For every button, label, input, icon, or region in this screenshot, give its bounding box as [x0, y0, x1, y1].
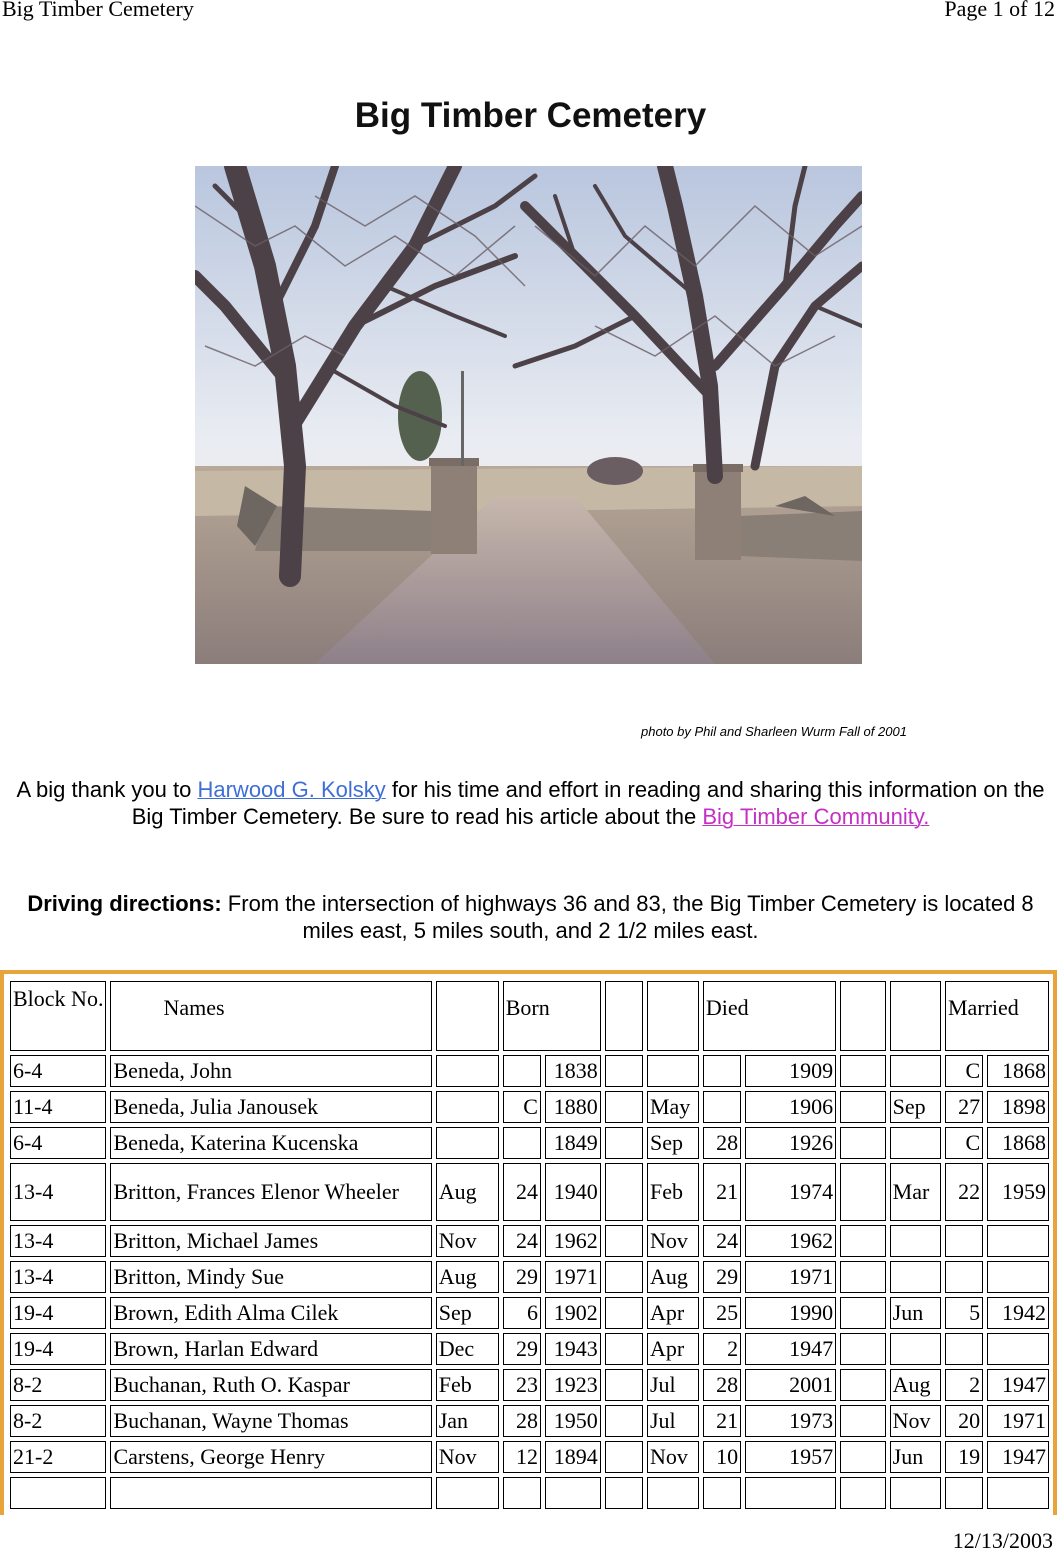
spacer-cell: [840, 1333, 886, 1365]
spacer-cell: [605, 1091, 643, 1123]
married-month-cell: Aug: [890, 1369, 941, 1401]
name-cell: Beneda, Katerina Kucenska: [110, 1127, 431, 1159]
driving-directions-text: From the intersection of highways 36 and 83, the Big Timber Cemetery is located 8 miles east, 5 miles south, and 2 1/2 miles east.: [221, 891, 1034, 943]
block-cell: 19-4: [10, 1333, 106, 1365]
author-link[interactable]: Harwood G. Kolsky: [197, 777, 386, 802]
died-day-cell: 29: [703, 1261, 741, 1293]
married-day-cell: 19: [945, 1441, 983, 1473]
born-year-cell: 1962: [545, 1225, 601, 1257]
died-month-cell: Jul: [647, 1405, 699, 1437]
married-day-cell: [945, 1333, 983, 1365]
married-month-cell: [890, 1261, 941, 1293]
born-year-cell: 1838: [545, 1055, 601, 1087]
block-cell: 6-4: [10, 1055, 106, 1087]
block-cell: 19-4: [10, 1297, 106, 1329]
married-day-cell: 5: [945, 1297, 983, 1329]
born-year-cell: 1849: [545, 1127, 601, 1159]
community-article-link[interactable]: Big Timber Community.: [702, 804, 930, 829]
married-month-cell: [890, 1127, 941, 1159]
born-year-cell: 1950: [545, 1405, 601, 1437]
born-day-cell: [503, 1055, 541, 1087]
born-month-cell: Sep: [436, 1297, 499, 1329]
married-month-cell: Nov: [890, 1405, 941, 1437]
header-married: Married: [945, 981, 1049, 1051]
died-year-cell: 1962: [745, 1225, 836, 1257]
table-row: [10, 1297, 1049, 1329]
table-row: [10, 1405, 1049, 1437]
died-day-cell: 10: [703, 1441, 741, 1473]
spacer-cell: [840, 1441, 886, 1473]
born-day-cell: 24: [503, 1163, 541, 1221]
born-month-cell: Aug: [436, 1163, 499, 1221]
married-month-cell: [890, 1055, 941, 1087]
married-month-cell: [890, 1225, 941, 1257]
print-date: 12/13/2003: [952, 1528, 1053, 1553]
block-cell: 13-4: [10, 1163, 106, 1221]
died-month-cell: Feb: [647, 1163, 699, 1221]
married-year-cell: 1947: [987, 1441, 1049, 1473]
died-day-cell: 28: [703, 1127, 741, 1159]
spacer-cell: [605, 1369, 643, 1401]
table-row: [10, 1261, 1049, 1293]
block-cell: 11-4: [10, 1091, 106, 1123]
block-cell: 13-4: [10, 1225, 106, 1257]
married-day-cell: C: [945, 1127, 983, 1159]
died-year-cell: 1906: [745, 1091, 836, 1123]
name-cell: Britton, Michael James: [110, 1225, 431, 1257]
name-cell: Brown, Edith Alma Cilek: [110, 1297, 431, 1329]
table-row: [10, 1127, 1049, 1159]
spacer-cell: [840, 1091, 886, 1123]
married-day-cell: 2: [945, 1369, 983, 1401]
table-row: [10, 1091, 1049, 1123]
header-blank: [890, 981, 941, 1051]
block-cell: 6-4: [10, 1127, 106, 1159]
married-day-cell: [945, 1225, 983, 1257]
spacer-cell: [605, 1405, 643, 1437]
born-month-cell: [436, 1055, 499, 1087]
table-row: [10, 1441, 1049, 1473]
block-cell: 8-2: [10, 1405, 106, 1437]
died-year-cell: 1909: [745, 1055, 836, 1087]
table-header-row: [10, 981, 1049, 1051]
died-month-cell: Apr: [647, 1333, 699, 1365]
died-day-cell: [703, 1091, 741, 1123]
born-day-cell: 12: [503, 1441, 541, 1473]
died-year-cell: 1957: [745, 1441, 836, 1473]
page-title: Big Timber Cemetery: [354, 96, 707, 135]
spacer-cell: [605, 1261, 643, 1293]
table-row: [10, 1333, 1049, 1365]
died-month-cell: May: [647, 1091, 699, 1123]
block-cell: 8-2: [10, 1369, 106, 1401]
died-year-cell: 1947: [745, 1333, 836, 1365]
spacer-cell: [840, 1225, 886, 1257]
spacer-cell: [605, 1441, 643, 1473]
born-day-cell: 24: [503, 1225, 541, 1257]
married-year-cell: 1868: [987, 1055, 1049, 1087]
died-year-cell: 1974: [745, 1163, 836, 1221]
died-month-cell: Apr: [647, 1297, 699, 1329]
married-year-cell: 1959: [987, 1163, 1049, 1221]
page-header-title: Big Timber Cemetery: [2, 0, 194, 21]
born-day-cell: 29: [503, 1261, 541, 1293]
married-day-cell: [945, 1261, 983, 1293]
died-month-cell: Sep: [647, 1127, 699, 1159]
spacer-cell: [840, 1369, 886, 1401]
died-month-cell: Nov: [647, 1441, 699, 1473]
born-year-cell: 1902: [545, 1297, 601, 1329]
married-day-cell: C: [945, 1055, 983, 1087]
died-month-cell: Nov: [647, 1225, 699, 1257]
header-blank: [840, 981, 886, 1051]
born-month-cell: Dec: [436, 1333, 499, 1365]
name-cell: Buchanan, Ruth O. Kaspar: [110, 1369, 431, 1401]
died-year-cell: 1971: [745, 1261, 836, 1293]
name-cell: Carstens, George Henry: [110, 1441, 431, 1473]
died-day-cell: 2: [703, 1333, 741, 1365]
name-cell: Brown, Harlan Edward: [110, 1333, 431, 1365]
spacer-cell: [605, 1163, 643, 1221]
married-month-cell: Sep: [890, 1091, 941, 1123]
born-month-cell: Jan: [436, 1405, 499, 1437]
born-year-cell: 1923: [545, 1369, 601, 1401]
born-month-cell: Nov: [436, 1441, 499, 1473]
header-born: Born: [503, 981, 601, 1051]
block-cell: 13-4: [10, 1261, 106, 1293]
married-year-cell: [987, 1261, 1049, 1293]
born-day-cell: 29: [503, 1333, 541, 1365]
died-day-cell: 28: [703, 1369, 741, 1401]
born-month-cell: Nov: [436, 1225, 499, 1257]
born-month-cell: [436, 1091, 499, 1123]
table-row: [10, 1369, 1049, 1401]
born-month-cell: Feb: [436, 1369, 499, 1401]
table-row: [10, 1477, 1049, 1509]
name-cell: Britton, Mindy Sue: [110, 1261, 431, 1293]
header-blank: [436, 981, 499, 1051]
born-year-cell: 1880: [545, 1091, 601, 1123]
married-year-cell: 1868: [987, 1127, 1049, 1159]
thanks-text-start: A big thank you to: [16, 777, 198, 802]
died-month-cell: [647, 1055, 699, 1087]
married-year-cell: 1898: [987, 1091, 1049, 1123]
name-cell: Beneda, Julia Janousek: [110, 1091, 431, 1123]
died-year-cell: 2001: [745, 1369, 836, 1401]
married-year-cell: 1942: [987, 1297, 1049, 1329]
table-row: [10, 1163, 1049, 1221]
table-row: [10, 1055, 1049, 1087]
spacer-cell: [605, 1225, 643, 1257]
married-day-cell: 27: [945, 1091, 983, 1123]
burial-records-frame: [0, 970, 1057, 1515]
died-day-cell: 21: [703, 1405, 741, 1437]
spacer-cell: [840, 1405, 886, 1437]
married-month-cell: Jun: [890, 1297, 941, 1329]
died-day-cell: 21: [703, 1163, 741, 1221]
born-month-cell: Aug: [436, 1261, 499, 1293]
burial-records-table: [6, 977, 1053, 1513]
died-month-cell: Aug: [647, 1261, 699, 1293]
name-cell: Beneda, John: [110, 1055, 431, 1087]
driving-directions: [10, 890, 1051, 944]
married-day-cell: 22: [945, 1163, 983, 1221]
married-month-cell: Mar: [890, 1163, 941, 1221]
name-cell: Britton, Frances Elenor Wheeler: [110, 1163, 431, 1221]
born-year-cell: 1971: [545, 1261, 601, 1293]
died-year-cell: 1990: [745, 1297, 836, 1329]
married-year-cell: 1947: [987, 1369, 1049, 1401]
born-day-cell: 23: [503, 1369, 541, 1401]
born-year-cell: 1894: [545, 1441, 601, 1473]
header-names: Names: [110, 981, 431, 1051]
spacer-cell: [605, 1127, 643, 1159]
born-day-cell: 28: [503, 1405, 541, 1437]
spacer-cell: [605, 1055, 643, 1087]
married-month-cell: Jun: [890, 1441, 941, 1473]
died-day-cell: [703, 1055, 741, 1087]
married-day-cell: 20: [945, 1405, 983, 1437]
spacer-cell: [840, 1055, 886, 1087]
header-block-no: Block No.: [10, 981, 106, 1051]
spacer-cell: [840, 1261, 886, 1293]
born-year-cell: 1940: [545, 1163, 601, 1221]
spacer-cell: [605, 1333, 643, 1365]
born-day-cell: [503, 1127, 541, 1159]
died-year-cell: 1926: [745, 1127, 836, 1159]
page-number: Page 1 of 12: [944, 0, 1055, 21]
born-month-cell: [436, 1127, 499, 1159]
name-cell: Buchanan, Wayne Thomas: [110, 1405, 431, 1437]
spacer-cell: [840, 1127, 886, 1159]
born-day-cell: 6: [503, 1297, 541, 1329]
married-month-cell: [890, 1333, 941, 1365]
photo-credit: photo by Phil and Sharleen Wurm Fall of 2001: [641, 724, 907, 739]
acknowledgement-paragraph: [10, 776, 1051, 830]
header-blank: [647, 981, 699, 1051]
died-day-cell: 24: [703, 1225, 741, 1257]
married-year-cell: [987, 1333, 1049, 1365]
married-year-cell: [987, 1225, 1049, 1257]
table-row: [10, 1225, 1049, 1257]
died-month-cell: Jul: [647, 1369, 699, 1401]
born-day-cell: C: [503, 1091, 541, 1123]
died-day-cell: 25: [703, 1297, 741, 1329]
spacer-cell: [840, 1297, 886, 1329]
spacer-cell: [840, 1163, 886, 1221]
thanks-text-middle: for his time and effort in reading and sharing this information on the Big Timber Cemetery. Be sure to read his article about the: [131, 777, 1045, 829]
cemetery-entrance-photo: [195, 166, 862, 664]
died-year-cell: 1973: [745, 1405, 836, 1437]
spacer-cell: [605, 1297, 643, 1329]
header-died: Died: [703, 981, 836, 1051]
block-cell: 21-2: [10, 1441, 106, 1473]
born-year-cell: 1943: [545, 1333, 601, 1365]
married-year-cell: 1971: [987, 1405, 1049, 1437]
header-blank: [605, 981, 643, 1051]
driving-directions-label: Driving directions:: [27, 891, 222, 916]
